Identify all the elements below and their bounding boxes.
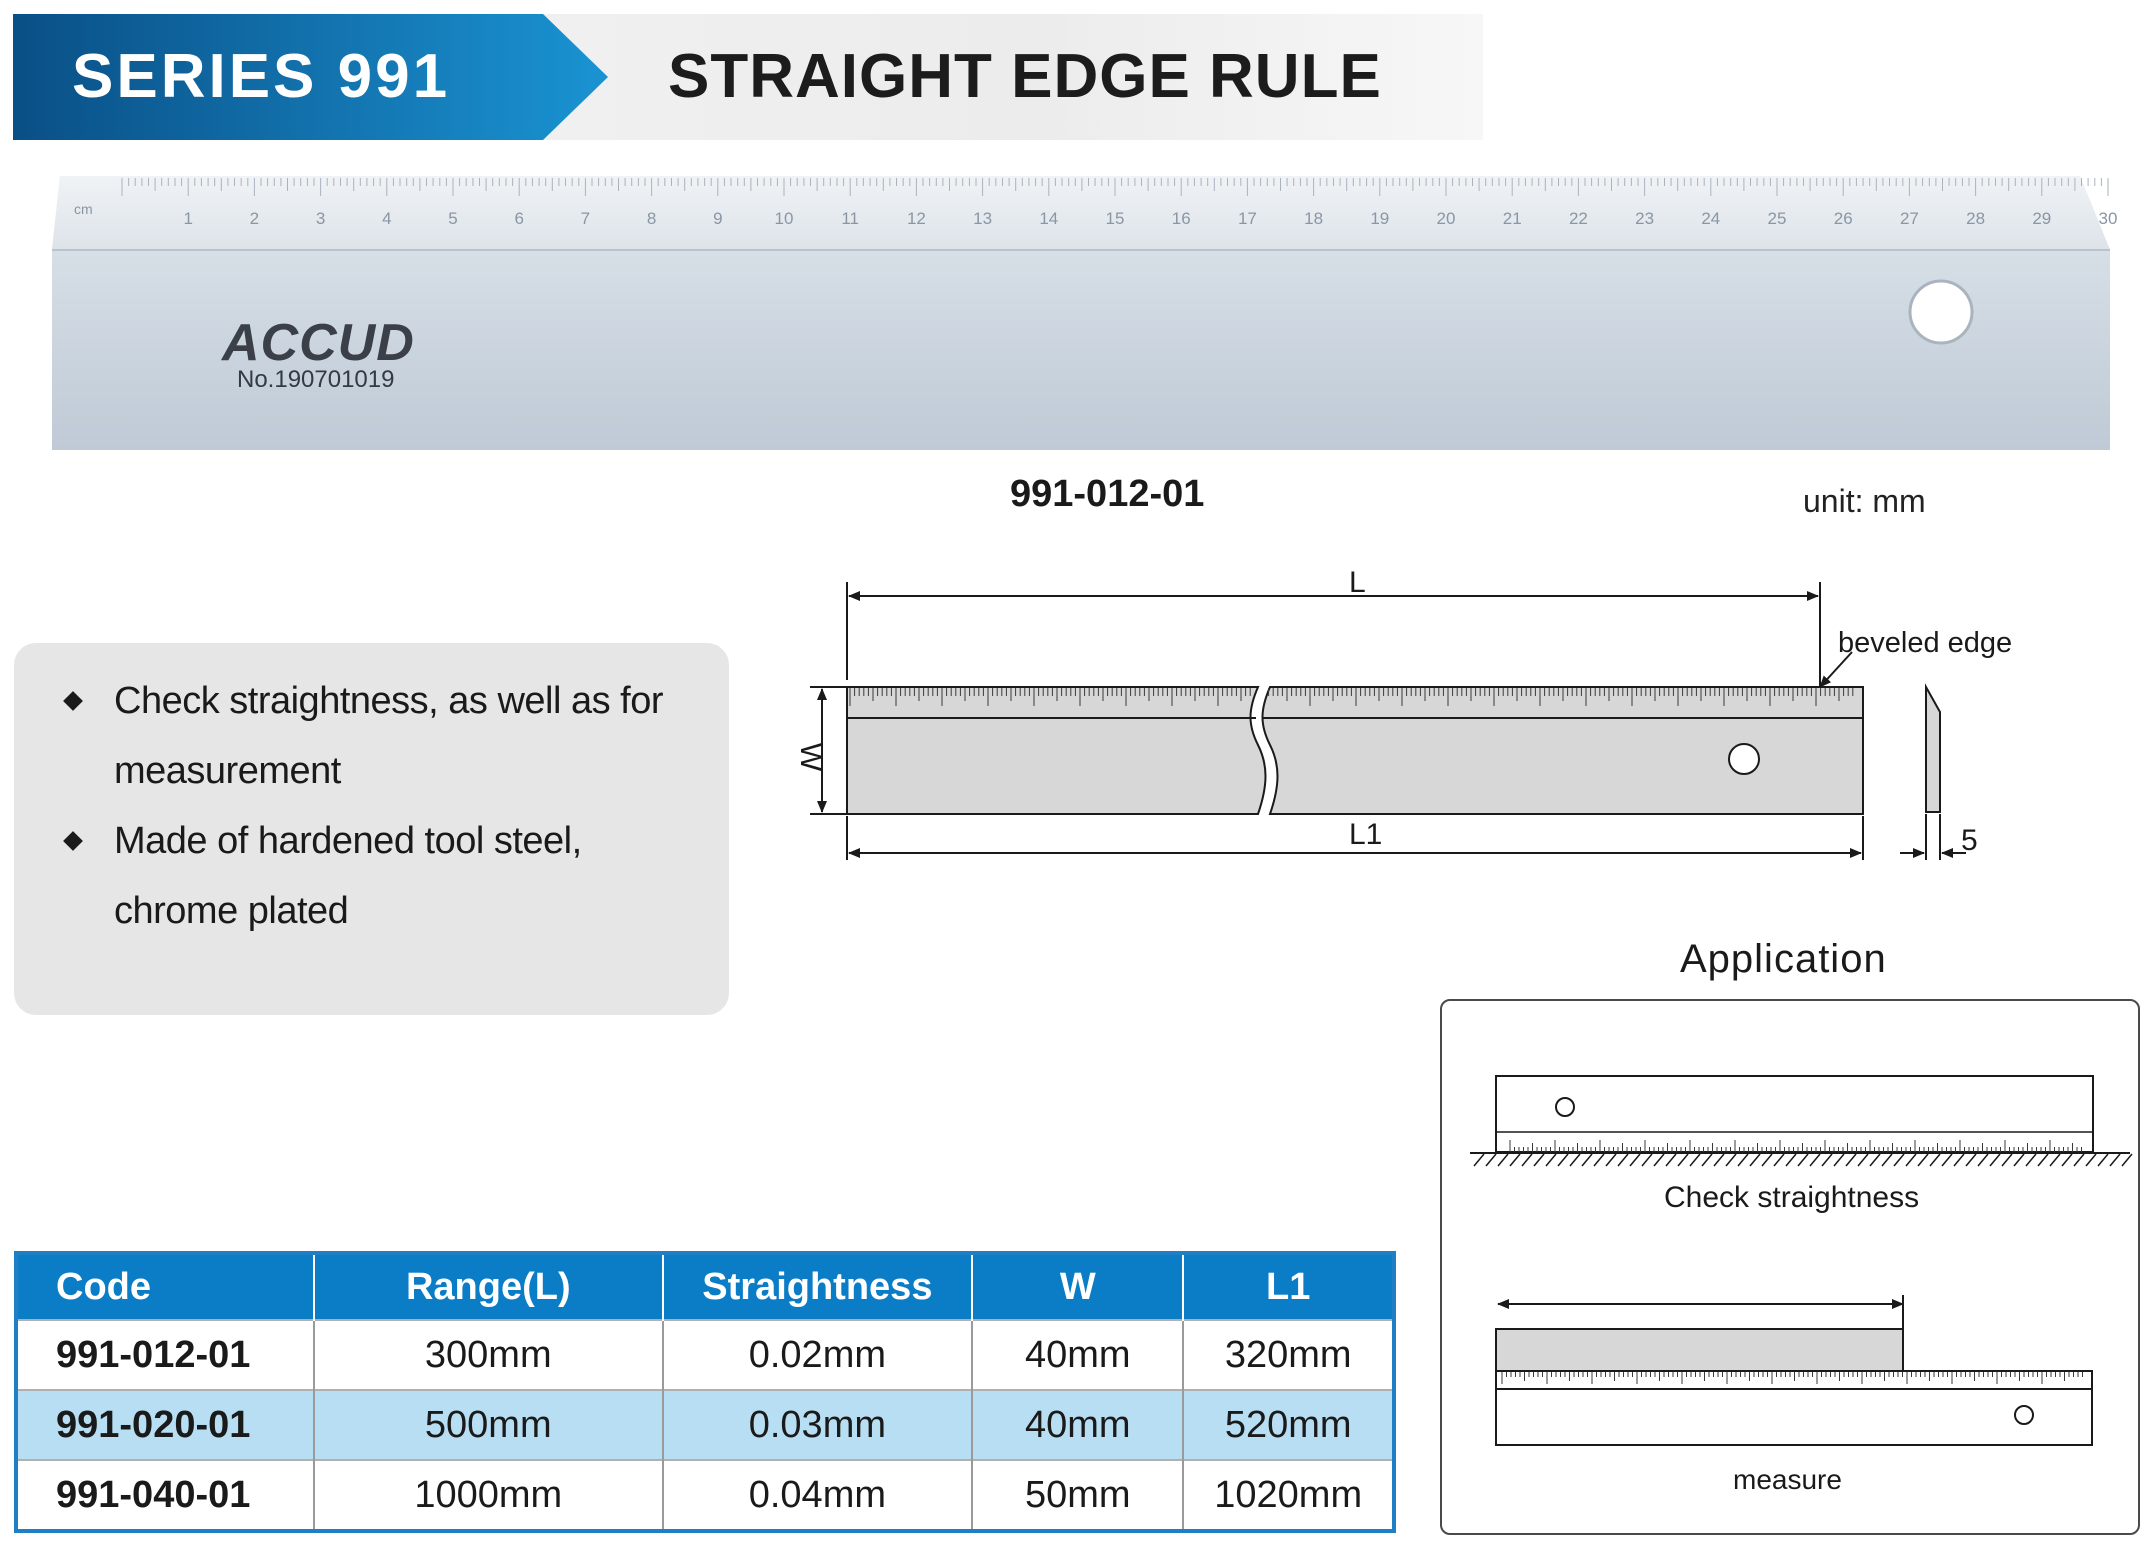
ground-hatch (1558, 1154, 1568, 1166)
ground-hatch (2074, 1154, 2084, 1166)
table-cell: 1020mm (1183, 1460, 1394, 1531)
photo-scale-number: 12 (906, 209, 926, 228)
table-cell: 40mm (972, 1390, 1183, 1460)
ground-hatch (1966, 1154, 1976, 1166)
photo-scale-number: 25 (1767, 209, 1787, 228)
ground-hatch (1822, 1154, 1832, 1166)
ground-hatch (1714, 1154, 1724, 1166)
ground-hatch (1882, 1154, 1892, 1166)
photo-scale-number: 1 (183, 209, 193, 228)
ground-hatch (2098, 1154, 2108, 1166)
photo-scale-number: 2 (249, 209, 260, 228)
photo-scale-number: 8 (646, 209, 657, 228)
table-header-cell: W (972, 1253, 1183, 1320)
ground-hatch (2050, 1154, 2060, 1166)
diamond-bullet-icon (63, 691, 83, 711)
thickness-label: 5 (1961, 824, 1978, 857)
ground-hatch (1498, 1154, 1508, 1166)
feature-line: chrome plated (114, 890, 349, 932)
ground-hatch (1906, 1154, 1916, 1166)
ground-hatch (1630, 1154, 1640, 1166)
ground-hatch (2026, 1154, 2036, 1166)
table-cell: 1000mm (314, 1460, 663, 1531)
ground-hatch (1954, 1154, 1964, 1166)
photo-scale-number: 18 (1304, 209, 1324, 228)
ground-hatch (1582, 1154, 1592, 1166)
table-header-cell: Range(L) (314, 1253, 663, 1320)
application-caption-measure: measure (1733, 1464, 1842, 1495)
ground-hatch (2110, 1154, 2120, 1166)
photo-scale-number: 24 (1701, 209, 1721, 228)
table-row (16, 1320, 1394, 1390)
unit-label: unit: mm (1803, 483, 1926, 519)
ground-hatch (1810, 1154, 1820, 1166)
ground-hatch (1594, 1154, 1604, 1166)
photo-scale-number: 27 (1899, 209, 1919, 228)
table-cell: 991-020-01 (16, 1390, 314, 1460)
ground-hatch (1870, 1154, 1880, 1166)
photo-scale-number: 26 (1833, 209, 1853, 228)
table-cell: 50mm (972, 1460, 1183, 1531)
ground-hatch (1942, 1154, 1952, 1166)
ground-hatch (1834, 1154, 1844, 1166)
ground-hatch (2122, 1154, 2132, 1166)
table-cell: 500mm (314, 1390, 663, 1460)
photo-scale-number: 5 (448, 209, 458, 228)
table-header-cell: L1 (1183, 1253, 1394, 1320)
spec-table (14, 1251, 1396, 1533)
ground-hatch (2014, 1154, 2024, 1166)
table-cell: 0.04mm (663, 1460, 972, 1531)
photo-scale-number: 13 (973, 209, 993, 228)
ground-hatch (1930, 1154, 1940, 1166)
table-header-cell: Code (16, 1253, 314, 1320)
ground-hatch (1654, 1154, 1664, 1166)
series-title: SERIES 991 (72, 42, 451, 111)
ground-hatch (1534, 1154, 1544, 1166)
photo-scale-number: 23 (1635, 209, 1655, 228)
ground-hatch (1990, 1154, 2000, 1166)
table-cell: 40mm (972, 1320, 1183, 1390)
ground-hatch (1726, 1154, 1736, 1166)
ground-hatch (1858, 1154, 1868, 1166)
ground-hatch (1510, 1154, 1520, 1166)
application-diagram (1440, 999, 2138, 1533)
ground-hatch (1618, 1154, 1628, 1166)
ground-hatch (2086, 1154, 2096, 1166)
feature-line: Check straightness, as well as for (114, 680, 664, 722)
ground-hatch (1786, 1154, 1796, 1166)
page-title: STRAIGHT EDGE RULE (668, 42, 1382, 111)
photo-scale-number: 22 (1568, 209, 1588, 228)
photo-scale-number: 7 (580, 209, 591, 228)
photo-scale-number: 17 (1237, 209, 1257, 228)
table-row (16, 1460, 1394, 1531)
application-title: Application (1680, 937, 1887, 981)
ground-hatch (1666, 1154, 1676, 1166)
diamond-bullet-icon (63, 831, 83, 851)
beveled-edge-label: beveled edge (1838, 627, 2013, 659)
ground-hatch (1750, 1154, 1760, 1166)
ground-hatch (2062, 1154, 2072, 1166)
table-header-cell: Straightness (663, 1253, 972, 1320)
ground-hatch (1918, 1154, 1928, 1166)
ground-hatch (1690, 1154, 1700, 1166)
table-cell: 520mm (1183, 1390, 1394, 1460)
photo-scale-number: 29 (2032, 209, 2052, 228)
ground-hatch (1642, 1154, 1652, 1166)
ground-hatch (1474, 1154, 1484, 1166)
ground-hatch (1762, 1154, 1772, 1166)
dimension-label-w: W (794, 742, 828, 772)
ground-hatch (1738, 1154, 1748, 1166)
ground-hatch (1702, 1154, 1712, 1166)
photo-scale-number: 19 (1370, 209, 1390, 228)
ground-hatch (1570, 1154, 1580, 1166)
photo-scale-number: 20 (1436, 209, 1456, 228)
photo-scale-number: 16 (1171, 209, 1191, 228)
feature-line: measurement (114, 750, 341, 792)
ground-hatch (2038, 1154, 2048, 1166)
photo-scale-number: 4 (382, 209, 392, 228)
drawing-hole (1729, 744, 1759, 774)
dimension-label-l: L (1349, 566, 1366, 599)
ground-hatch (1522, 1154, 1532, 1166)
table-cell: 991-012-01 (16, 1320, 314, 1390)
photo-scale-number: 15 (1105, 209, 1125, 228)
application-caption-straightness: Check straightness (1664, 1181, 1920, 1214)
hanging-hole (1910, 281, 1972, 343)
table-cell: 0.03mm (663, 1390, 972, 1460)
dimension-label-l1: L1 (1349, 818, 1383, 851)
table-cell: 300mm (314, 1320, 663, 1390)
feature-line: Made of hardened tool steel, (114, 820, 582, 862)
brand-logo: ACCUD (222, 314, 415, 372)
ground-hatch (1846, 1154, 1856, 1166)
technical-drawing (780, 560, 2030, 880)
serial-number: No.190701019 (237, 366, 395, 393)
table-header-row (16, 1253, 1394, 1320)
ground-hatch (2002, 1154, 2012, 1166)
photo-scale-number: 11 (841, 209, 860, 228)
ground-hatch (1774, 1154, 1784, 1166)
ground-hatch (1894, 1154, 1904, 1166)
table-cell: 320mm (1183, 1320, 1394, 1390)
ground-hatch (1798, 1154, 1808, 1166)
ground-hatch (1546, 1154, 1556, 1166)
photo-scale-number: 10 (774, 209, 794, 228)
table-cell: 991-040-01 (16, 1460, 314, 1531)
photo-scale-number: 9 (713, 209, 723, 228)
ground-hatch (1678, 1154, 1688, 1166)
ruler-photo (50, 174, 2118, 450)
photo-scale-number: 28 (1966, 209, 1986, 228)
photo-scale-number: 14 (1039, 209, 1059, 228)
photo-scale-number: 3 (315, 209, 326, 228)
photo-scale-number: 30 (2098, 209, 2118, 228)
table-row (16, 1390, 1394, 1460)
photo-scale-number: 21 (1502, 209, 1522, 228)
photo-caption-code: 991-012-01 (1010, 473, 1205, 515)
ground-hatch (1606, 1154, 1616, 1166)
ground-hatch (1978, 1154, 1988, 1166)
ground-hatch (1486, 1154, 1496, 1166)
photo-scale-number: 6 (514, 209, 524, 228)
features-card (14, 643, 729, 1015)
table-cell: 0.02mm (663, 1320, 972, 1390)
photo-unit-label: cm (74, 201, 93, 217)
